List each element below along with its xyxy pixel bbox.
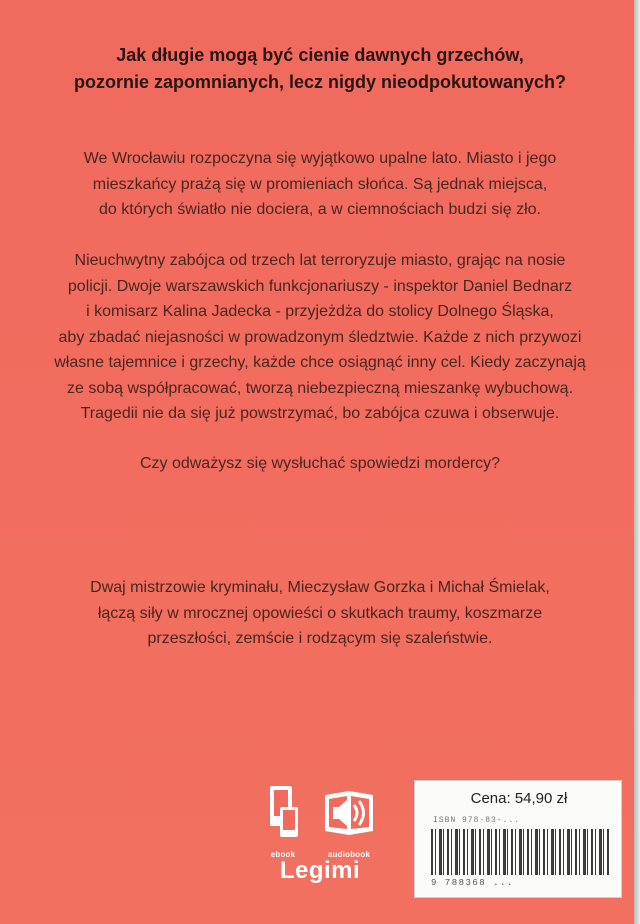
isbn-line: ISBN 978-83-...	[433, 816, 521, 825]
headline	[40, 42, 600, 96]
blurb-line: mieszkańcy prażą się w promieniach słońca. Są jednak miejsca,	[92, 175, 548, 193]
blurb-paragraph-authors	[40, 575, 600, 652]
blurb-line: Nieuchwytny zabójca od trzech lat terroryzuje miasto, grając na nosie	[74, 252, 566, 269]
blurb-line: i komisarz Kalina Jadecka - przyjeżdża do stolicy Dolnego Śląska,	[86, 303, 554, 320]
legimi-logo-block	[255, 785, 385, 905]
price-label: Cena: 54,90 zł	[470, 790, 568, 807]
legimi-brand: Legimi	[279, 857, 361, 884]
barcode-digits: 9 788368 ...	[431, 878, 514, 888]
audiobook-logo	[321, 785, 377, 859]
scan-edge	[634, 0, 640, 924]
headline-line: pozornie zapomnianych, lecz nigdy nieodpokutowanych?	[73, 72, 567, 92]
audiobook-label: audiobook	[327, 850, 371, 859]
blurb-line: policji. Dwoje warszawskich funkcjonariuszy - inspektor Daniel Bednarz	[67, 277, 573, 295]
blurb-line: Dwaj mistrzowie kryminału, Mieczysław Gorzka i Michał Śmielak,	[90, 579, 550, 596]
blurb-line: aby zbadać niejasności w prowadzonym śledztwie. Każde z nich przywozi	[58, 328, 582, 346]
blurb-line: własne tajemnice i grzechy, każde chce osiągnąć inny cel. Kiedy zaczynają	[54, 354, 586, 371]
blurb-line: przeszłości, zemście i rodzącym się szaleństwie.	[147, 630, 493, 647]
blurb-line: Czy odważysz się wysłuchać spowiedzi mordercy?	[139, 455, 501, 472]
blurb-line: We Wrocławiu rozpoczyna się wyjątkowo upalne lato. Miasto i jego	[83, 150, 557, 167]
blurb-paragraph-1	[40, 146, 600, 223]
barcode	[431, 829, 611, 875]
blurb-line: Tragedii nie da się już powstrzymać, bo zabójca czuwa i obserwuje.	[80, 405, 560, 422]
headline-line: Jak długie mogą być cienie dawnych grzechów,	[116, 45, 524, 65]
ebook-label: ebook	[270, 850, 296, 859]
blurb-line: łączą siły w mrocznej opowieści o skutkach traumy, koszmarze	[97, 604, 543, 622]
ebook-device-icon	[263, 785, 303, 843]
price-sticker	[414, 780, 622, 898]
blurb-line: ze sobą współpracować, tworzą niebezpieczną mieszankę wybuchową.	[66, 379, 574, 397]
blurb-paragraph-2	[40, 248, 600, 427]
blurb-line: do których światło nie dociera, a w ciemnościach budzi się zło.	[99, 201, 541, 218]
speaker-book-icon	[321, 785, 377, 843]
blurb-question	[40, 451, 600, 477]
ebook-logo	[263, 785, 303, 859]
